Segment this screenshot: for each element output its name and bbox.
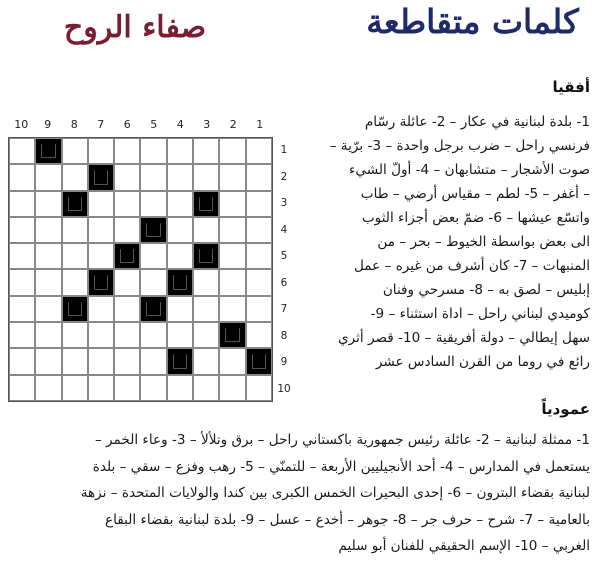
grid-cell[interactable] [35, 217, 61, 243]
grid-cell[interactable] [219, 243, 245, 269]
across-clue-line: صوت الأشجار – متشابهان – 4- أولّ الشيء [349, 162, 590, 178]
row-number: 8 [280, 329, 288, 342]
grid-cell[interactable] [167, 191, 193, 217]
grid-cell[interactable] [219, 217, 245, 243]
grid-cell[interactable] [62, 243, 88, 269]
black-cell [140, 296, 166, 322]
grid-cell[interactable] [35, 191, 61, 217]
black-cell [193, 191, 219, 217]
grid-cell[interactable] [88, 322, 114, 348]
black-cell [140, 217, 166, 243]
grid-cell[interactable] [62, 269, 88, 295]
grid-cell[interactable] [62, 138, 88, 164]
grid-cell[interactable] [219, 138, 245, 164]
grid-cell[interactable] [88, 217, 114, 243]
black-cell [167, 269, 193, 295]
column-number: 8 [70, 118, 78, 131]
down-clue-line: الغربي – 10- الإسم الحقيقي للفنان أبو سليم [338, 538, 590, 554]
grid-cell[interactable] [62, 375, 88, 401]
across-clue-line: كوميدي لبناني راحل – اداة استثناء – 9- [370, 306, 590, 322]
black-cell [62, 296, 88, 322]
grid-cell[interactable] [219, 348, 245, 374]
down-clue-line: لبنانية بقضاء البترون – 6- إحدى البحيرات الخمس الكبرى بين كندا والولايات المتحدة – نزهة [80, 485, 590, 501]
row-number: 9 [280, 356, 288, 368]
grid-cell[interactable] [167, 375, 193, 401]
grid-cell[interactable] [114, 138, 140, 164]
across-clue-line: واتسّع عيشها – 6- ضمّ بعض أجزاء الثوب [361, 210, 590, 226]
grid-cell[interactable] [35, 296, 61, 322]
grid-cell[interactable] [140, 191, 166, 217]
black-cell [88, 164, 114, 190]
grid-cell[interactable] [246, 296, 272, 322]
across-clue-line: فرنسي راحل – ضرب برجل واحدة – 3- برّية – [329, 138, 590, 154]
black-cell [246, 348, 272, 374]
grid-cell[interactable] [167, 296, 193, 322]
grid-cell[interactable] [193, 296, 219, 322]
grid-cell[interactable] [140, 138, 166, 164]
grid-cell[interactable] [246, 217, 272, 243]
column-number: 7 [97, 118, 105, 131]
row-number: 4 [280, 223, 288, 236]
row-number: 1 [280, 144, 288, 156]
across-clue-line: سهل إيطالي – دولة أفريقية – 10- قصر أثري [337, 330, 590, 346]
page-subtitle: صفاء الروح [63, 10, 207, 45]
grid-cell[interactable] [193, 217, 219, 243]
grid-cell[interactable] [9, 191, 35, 217]
grid-cell[interactable] [114, 269, 140, 295]
grid-cell[interactable] [114, 217, 140, 243]
black-cell [35, 138, 61, 164]
grid-cell[interactable] [35, 375, 61, 401]
grid-cell[interactable] [167, 164, 193, 190]
grid-cell[interactable] [140, 269, 166, 295]
black-cell [114, 243, 140, 269]
grid-cell[interactable] [246, 164, 272, 190]
column-number: 1 [256, 118, 264, 131]
grid-cell[interactable] [62, 217, 88, 243]
grid-cell[interactable] [88, 191, 114, 217]
across-heading: أفقيا [552, 78, 590, 96]
grid-cell[interactable] [9, 348, 35, 374]
black-cell [219, 322, 245, 348]
across-clue-line: – أغفر – 5- لطم – مقياس أرضي – طاب [360, 186, 590, 202]
row-number: 2 [280, 170, 288, 183]
across-clue-line: رائع في روما من القرن السادس عشر [375, 354, 590, 370]
page-title: كلمات متقاطعة [366, 2, 579, 41]
black-cell [193, 243, 219, 269]
row-number: 10 [277, 382, 291, 395]
grid-cell[interactable] [9, 269, 35, 295]
grid-cell[interactable] [62, 322, 88, 348]
grid-cell[interactable] [167, 243, 193, 269]
column-number: 6 [123, 118, 131, 131]
grid-cell[interactable] [35, 243, 61, 269]
grid-cell[interactable] [35, 322, 61, 348]
down-heading: عمودياً [541, 400, 590, 418]
grid-cell[interactable] [140, 348, 166, 374]
grid-cell[interactable] [219, 296, 245, 322]
grid-cell[interactable] [9, 322, 35, 348]
grid-cell[interactable] [88, 296, 114, 322]
grid-cell[interactable] [35, 269, 61, 295]
column-number: 4 [176, 118, 184, 131]
grid-cell[interactable] [140, 375, 166, 401]
grid-cell[interactable] [219, 191, 245, 217]
grid-cell[interactable] [35, 348, 61, 374]
grid-cell[interactable] [246, 269, 272, 295]
down-clue-line: يستعمل في المدارس – 4- أحد الأنجيليين الأربعة – للتمنّي – 5- رهب وفزع – سقي – بلدة [92, 458, 590, 475]
grid-cell[interactable] [140, 164, 166, 190]
grid-cell[interactable] [88, 375, 114, 401]
column-number: 10 [14, 118, 29, 131]
grid-cell[interactable] [9, 375, 35, 401]
black-cell [62, 191, 88, 217]
down-clue-line: 1- ممثلة لبنانية – 2- عائلة رئيس جمهورية باكستاني راحل – برق وتلألأ – 3- وعاء الخمر – [94, 432, 590, 448]
grid-cell[interactable] [114, 296, 140, 322]
grid-cell[interactable] [62, 164, 88, 190]
grid-cell[interactable] [114, 164, 140, 190]
grid-cell[interactable] [114, 322, 140, 348]
row-number: 6 [280, 276, 288, 289]
column-number: 5 [150, 118, 158, 131]
grid-cell[interactable] [246, 138, 272, 164]
crossword-grid[interactable] [8, 137, 273, 402]
grid-cell[interactable] [88, 243, 114, 269]
grid-cell[interactable] [9, 164, 35, 190]
row-number: 3 [280, 197, 288, 209]
across-clue-line: 1- بلدة لبنانية في عكار – 2- عائلة رسّام [364, 114, 590, 130]
down-clue-line: بالعامية – 7- شرح – حرف جر – 8- جوهر – أخدع – عسل – 9- بلدة لبنانية بقضاء البقاع [105, 511, 590, 528]
grid-cell[interactable] [219, 269, 245, 295]
grid-cell[interactable] [114, 348, 140, 374]
grid-cell[interactable] [9, 138, 35, 164]
grid-cell[interactable] [88, 138, 114, 164]
grid-cell[interactable] [246, 375, 272, 401]
across-clue-line: المنبهات – 7- كان أشرف من غيره – عمل [353, 258, 590, 274]
grid-cell[interactable] [140, 322, 166, 348]
grid-cell[interactable] [246, 243, 272, 269]
grid-cell[interactable] [219, 375, 245, 401]
grid-cell[interactable] [62, 348, 88, 374]
grid-cell[interactable] [246, 191, 272, 217]
grid-cell[interactable] [193, 164, 219, 190]
across-clue-line: إبليس – لصق به – 8- مسرحي وفنان [382, 282, 590, 298]
column-number: 9 [44, 118, 52, 131]
column-number: 3 [203, 118, 211, 131]
row-number: 5 [280, 250, 288, 262]
grid-cell[interactable] [9, 296, 35, 322]
grid-cell[interactable] [219, 164, 245, 190]
grid-cell[interactable] [114, 375, 140, 401]
grid-cell[interactable] [9, 217, 35, 243]
grid-cell[interactable] [35, 164, 61, 190]
across-clue-line: الى بعض بواسطة الخيوط – بحر – من [377, 234, 590, 250]
grid-cell[interactable] [88, 348, 114, 374]
grid-cell[interactable] [193, 322, 219, 348]
grid-cell[interactable] [193, 348, 219, 374]
grid-cell[interactable] [140, 243, 166, 269]
grid-cell[interactable] [9, 243, 35, 269]
column-number: 2 [229, 118, 237, 131]
grid-cell[interactable] [246, 322, 272, 348]
grid-cell[interactable] [193, 269, 219, 295]
row-number: 7 [280, 303, 288, 315]
grid-cell[interactable] [167, 217, 193, 243]
grid-cell[interactable] [114, 191, 140, 217]
grid-cell[interactable] [167, 138, 193, 164]
grid-cell[interactable] [193, 138, 219, 164]
grid-cell[interactable] [167, 322, 193, 348]
black-cell [88, 269, 114, 295]
black-cell [167, 348, 193, 374]
grid-cell[interactable] [193, 375, 219, 401]
